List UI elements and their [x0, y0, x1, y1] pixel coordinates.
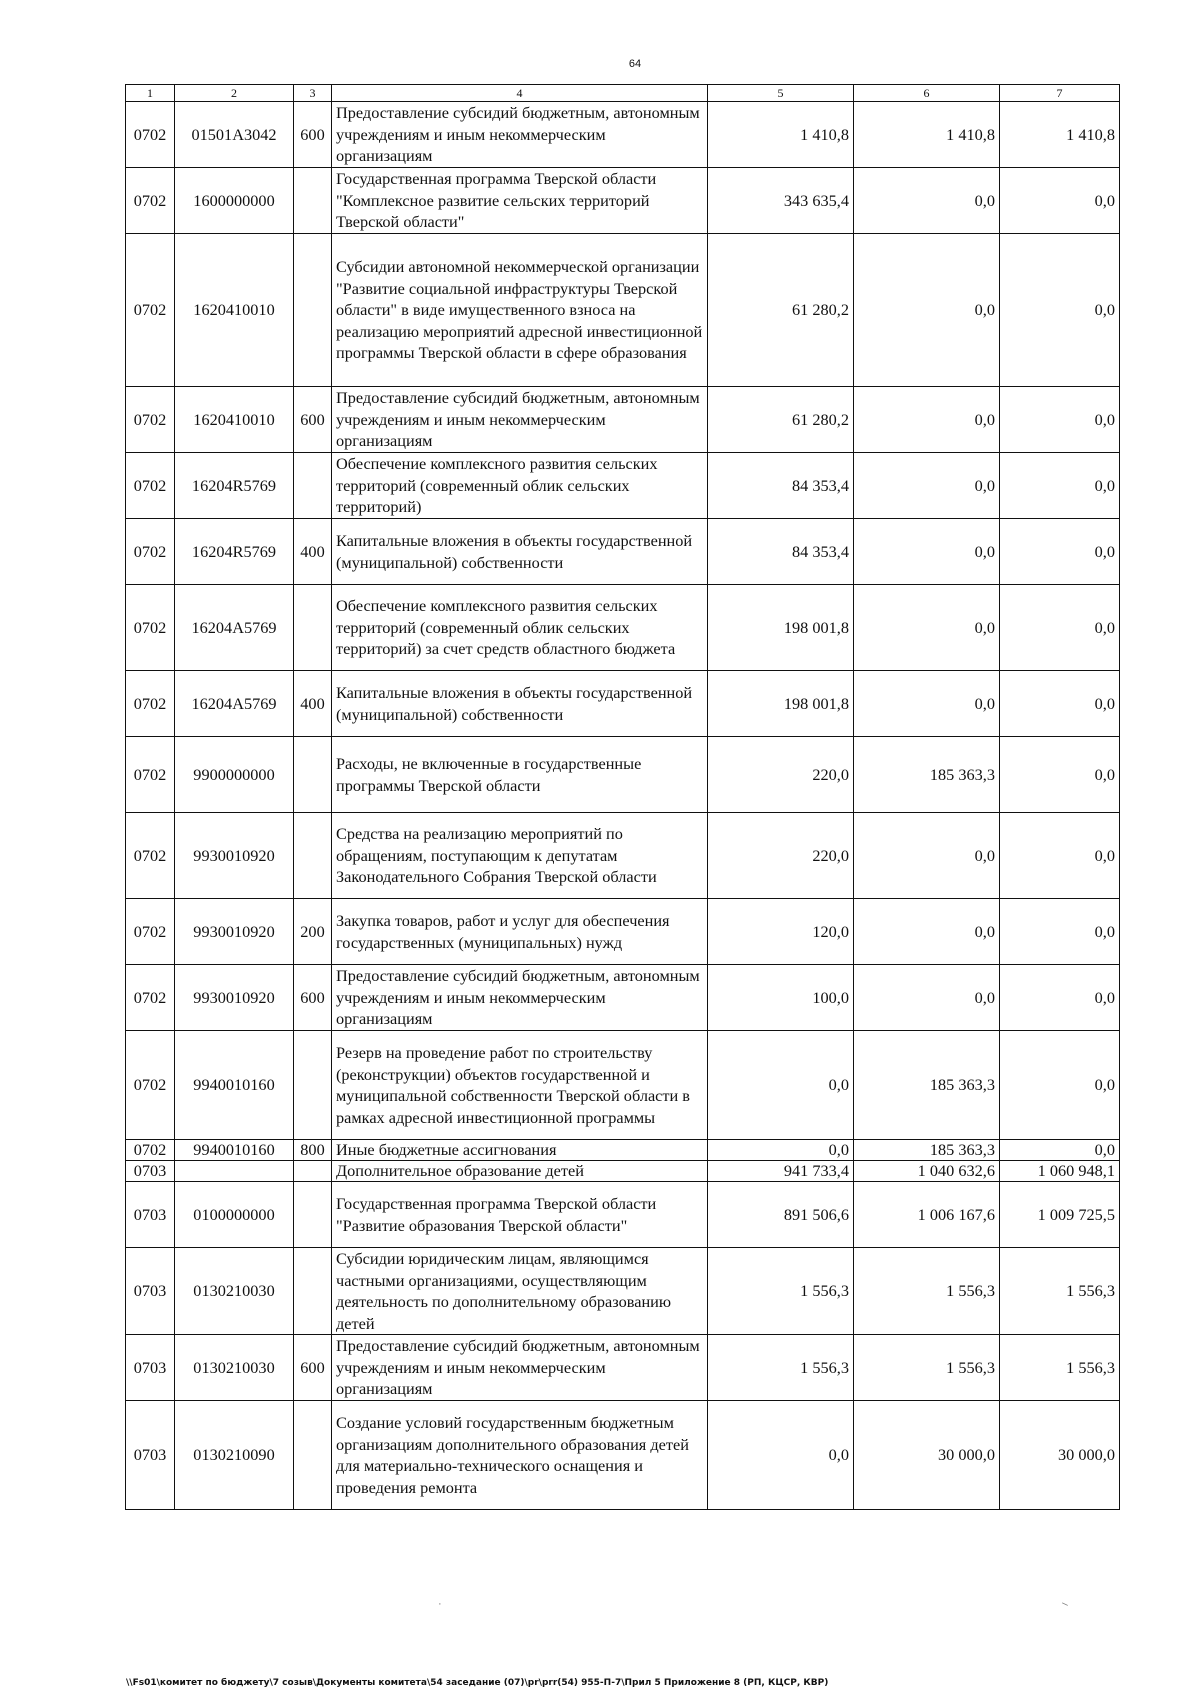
item-name-cell: Предоставление субсидий бюджетным, автономным учреждениям и иным некоммерческим организациям [332, 1335, 708, 1401]
expense-type-cell: 200 [294, 899, 332, 965]
item-name-cell: Предоставление субсидий бюджетным, автономным учреждениям и иным некоммерческим организациям [332, 102, 708, 168]
amount-year2-cell: 1 556,3 [854, 1248, 1000, 1335]
amount-year1-cell: 0,0 [708, 1140, 854, 1161]
amount-year2-cell: 185 363,3 [854, 1031, 1000, 1140]
expense-type-cell [294, 1161, 332, 1182]
section-code-cell: 0702 [126, 899, 175, 965]
table-row [126, 1248, 1120, 1335]
amount-year2-cell: 185 363,3 [854, 1140, 1000, 1161]
section-code-cell: 0702 [126, 671, 175, 737]
amount-year2-cell: 1 556,3 [854, 1335, 1000, 1401]
target-article-cell: 9930010920 [175, 899, 294, 965]
amount-year3-cell: 0,0 [1000, 387, 1120, 453]
expense-type-cell [294, 1031, 332, 1140]
item-name-cell: Создание условий государственным бюджетным организациям дополнительного образования детей для материально-технического оснащения и проведения ремонта [332, 1401, 708, 1510]
target-article-cell: 0130210030 [175, 1335, 294, 1401]
amount-year1-cell: 1 556,3 [708, 1248, 854, 1335]
amount-year3-cell: 0,0 [1000, 965, 1120, 1031]
amount-year2-cell: 0,0 [854, 585, 1000, 671]
amount-year1-cell: 0,0 [708, 1401, 854, 1510]
target-article-cell: 0100000000 [175, 1182, 294, 1248]
section-code-cell: 0702 [126, 102, 175, 168]
expense-type-cell [294, 585, 332, 671]
footer-file-path: \\Fs01\комитет по бюджету\7 созыв\Документы комитета\54 заседание (07)\pr\prr(54) 955-П-7\Прил 5 Приложение 8 (РП, КЦСР, КВР) [126, 1678, 829, 1688]
target-article-cell: 01501А3042 [175, 102, 294, 168]
section-code-cell: 0702 [126, 1140, 175, 1161]
section-code-cell: 0702 [126, 965, 175, 1031]
amount-year3-cell: 0,0 [1000, 899, 1120, 965]
amount-year1-cell: 891 506,6 [708, 1182, 854, 1248]
column-header: 3 [294, 85, 332, 102]
amount-year1-cell: 198 001,8 [708, 671, 854, 737]
item-name-cell: Предоставление субсидий бюджетным, автономным учреждениям и иным некоммерческим организациям [332, 965, 708, 1031]
expense-type-cell [294, 737, 332, 813]
amount-year3-cell: 1 009 725,5 [1000, 1182, 1120, 1248]
item-name-cell: Субсидии юридическим лицам, являющимся частными организациями, осуществляющим деятельность по дополнительному образованию детей [332, 1248, 708, 1335]
column-header: 2 [175, 85, 294, 102]
amount-year3-cell: 0,0 [1000, 1031, 1120, 1140]
item-name-cell: Закупка товаров, работ и услуг для обеспечения государственных (муниципальных) нужд [332, 899, 708, 965]
target-article-cell: 9900000000 [175, 737, 294, 813]
table-row [126, 387, 1120, 453]
expense-type-cell [294, 813, 332, 899]
table-row [126, 899, 1120, 965]
amount-year2-cell: 0,0 [854, 965, 1000, 1031]
amount-year1-cell: 61 280,2 [708, 387, 854, 453]
target-article-cell: 0130210030 [175, 1248, 294, 1335]
target-article-cell: 1600000000 [175, 168, 294, 234]
table-row [126, 965, 1120, 1031]
expense-type-cell [294, 168, 332, 234]
amount-year3-cell: 0,0 [1000, 234, 1120, 387]
amount-year2-cell: 0,0 [854, 899, 1000, 965]
amount-year2-cell: 0,0 [854, 453, 1000, 519]
column-header: 7 [1000, 85, 1120, 102]
target-article-cell: 16204А5769 [175, 585, 294, 671]
table-row [126, 813, 1120, 899]
table-row [126, 737, 1120, 813]
scan-mark: · [438, 1598, 442, 1610]
amount-year1-cell: 343 635,4 [708, 168, 854, 234]
page-number: 64 [628, 58, 642, 70]
item-name-cell: Иные бюджетные ассигнования [332, 1140, 708, 1161]
table-row [126, 1161, 1120, 1182]
expense-type-cell [294, 1248, 332, 1335]
expense-type-cell: 600 [294, 1335, 332, 1401]
amount-year2-cell: 0,0 [854, 234, 1000, 387]
amount-year3-cell: 0,0 [1000, 813, 1120, 899]
amount-year1-cell: 61 280,2 [708, 234, 854, 387]
table-row [126, 453, 1120, 519]
amount-year1-cell: 100,0 [708, 965, 854, 1031]
target-article-cell: 16204А5769 [175, 671, 294, 737]
expense-type-cell: 600 [294, 965, 332, 1031]
amount-year2-cell: 1 040 632,6 [854, 1161, 1000, 1182]
expense-type-cell: 600 [294, 102, 332, 168]
amount-year1-cell: 941 733,4 [708, 1161, 854, 1182]
column-number-row [126, 85, 1120, 102]
amount-year2-cell: 185 363,3 [854, 737, 1000, 813]
table-row [126, 1401, 1120, 1510]
amount-year1-cell: 120,0 [708, 899, 854, 965]
table-row [126, 671, 1120, 737]
section-code-cell: 0702 [126, 813, 175, 899]
target-article-cell: 9930010920 [175, 813, 294, 899]
table-row [126, 168, 1120, 234]
amount-year3-cell: 1 556,3 [1000, 1248, 1120, 1335]
section-code-cell: 0702 [126, 387, 175, 453]
section-code-cell: 0703 [126, 1161, 175, 1182]
column-header: 6 [854, 85, 1000, 102]
item-name-cell: Государственная программа Тверской области "Развитие образования Тверской области" [332, 1182, 708, 1248]
expense-type-cell [294, 453, 332, 519]
item-name-cell: Резерв на проведение работ по строительству (реконструкции) объектов государственной и муниципальной собственности Тверской области в рамках адресной инвестиционной программы [332, 1031, 708, 1140]
table-row [126, 585, 1120, 671]
expense-type-cell [294, 234, 332, 387]
item-name-cell: Расходы, не включенные в государственные программы Тверской области [332, 737, 708, 813]
amount-year1-cell: 198 001,8 [708, 585, 854, 671]
target-article-cell: 1620410010 [175, 234, 294, 387]
column-header: 1 [126, 85, 175, 102]
section-code-cell: 0702 [126, 168, 175, 234]
column-header: 4 [332, 85, 708, 102]
table-row [126, 102, 1120, 168]
expense-type-cell [294, 1401, 332, 1510]
amount-year3-cell: 30 000,0 [1000, 1401, 1120, 1510]
target-article-cell: 16204R5769 [175, 453, 294, 519]
section-code-cell: 0703 [126, 1401, 175, 1510]
amount-year1-cell: 220,0 [708, 737, 854, 813]
item-name-cell: Дополнительное образование детей [332, 1161, 708, 1182]
item-name-cell: Капитальные вложения в объекты государственной (муниципальной) собственности [332, 519, 708, 585]
amount-year2-cell: 0,0 [854, 168, 1000, 234]
section-code-cell: 0703 [126, 1335, 175, 1401]
amount-year3-cell: 0,0 [1000, 1140, 1120, 1161]
amount-year3-cell: 0,0 [1000, 519, 1120, 585]
section-code-cell: 0702 [126, 585, 175, 671]
amount-year3-cell: 0,0 [1000, 585, 1120, 671]
item-name-cell: Предоставление субсидий бюджетным, автономным учреждениям и иным некоммерческим организациям [332, 387, 708, 453]
item-name-cell: Обеспечение комплексного развития сельских территорий (современный облик сельских территорий) за счет средств областного бюджета [332, 585, 708, 671]
amount-year1-cell: 0,0 [708, 1031, 854, 1140]
amount-year3-cell: 0,0 [1000, 737, 1120, 813]
table-row [126, 1335, 1120, 1401]
target-article-cell: 9930010920 [175, 965, 294, 1031]
amount-year2-cell: 1 006 167,6 [854, 1182, 1000, 1248]
budget-table [125, 84, 1120, 1510]
scan-mark: – [1059, 1597, 1071, 1611]
item-name-cell: Средства на реализацию мероприятий по обращениям, поступающим к депутатам Законодательного Собрания Тверской области [332, 813, 708, 899]
section-code-cell: 0702 [126, 519, 175, 585]
amount-year2-cell: 0,0 [854, 519, 1000, 585]
expense-type-cell: 600 [294, 387, 332, 453]
target-article-cell [175, 1161, 294, 1182]
target-article-cell: 1620410010 [175, 387, 294, 453]
amount-year2-cell: 1 410,8 [854, 102, 1000, 168]
section-code-cell: 0702 [126, 1031, 175, 1140]
amount-year3-cell: 0,0 [1000, 168, 1120, 234]
section-code-cell: 0702 [126, 234, 175, 387]
amount-year1-cell: 84 353,4 [708, 519, 854, 585]
amount-year2-cell: 0,0 [854, 671, 1000, 737]
table-row [126, 234, 1120, 387]
amount-year3-cell: 1 556,3 [1000, 1335, 1120, 1401]
amount-year2-cell: 30 000,0 [854, 1401, 1000, 1510]
table-row [126, 1140, 1120, 1161]
section-code-cell: 0702 [126, 737, 175, 813]
section-code-cell: 0702 [126, 453, 175, 519]
section-code-cell: 0703 [126, 1248, 175, 1335]
amount-year3-cell: 1 060 948,1 [1000, 1161, 1120, 1182]
item-name-cell: Обеспечение комплексного развития сельских территорий (современный облик сельских территорий) [332, 453, 708, 519]
table-row [126, 1031, 1120, 1140]
table-row [126, 1182, 1120, 1248]
amount-year2-cell: 0,0 [854, 813, 1000, 899]
item-name-cell: Субсидии автономной некоммерческой организации "Развитие социальной инфраструктуры Тверской области" в виде имущественного взноса на реализацию мероприятий адресной инвестиционной программы Тверской области в сфере образования [332, 234, 708, 387]
amount-year3-cell: 0,0 [1000, 671, 1120, 737]
expense-type-cell: 800 [294, 1140, 332, 1161]
expense-type-cell: 400 [294, 671, 332, 737]
expense-type-cell: 400 [294, 519, 332, 585]
target-article-cell: 9940010160 [175, 1031, 294, 1140]
target-article-cell: 0130210090 [175, 1401, 294, 1510]
amount-year1-cell: 1 410,8 [708, 102, 854, 168]
target-article-cell: 16204R5769 [175, 519, 294, 585]
table-row [126, 519, 1120, 585]
column-header: 5 [708, 85, 854, 102]
item-name-cell: Капитальные вложения в объекты государственной (муниципальной) собственности [332, 671, 708, 737]
amount-year1-cell: 220,0 [708, 813, 854, 899]
amount-year3-cell: 0,0 [1000, 453, 1120, 519]
target-article-cell: 9940010160 [175, 1140, 294, 1161]
amount-year1-cell: 1 556,3 [708, 1335, 854, 1401]
amount-year1-cell: 84 353,4 [708, 453, 854, 519]
expense-type-cell [294, 1182, 332, 1248]
section-code-cell: 0703 [126, 1182, 175, 1248]
amount-year3-cell: 1 410,8 [1000, 102, 1120, 168]
amount-year2-cell: 0,0 [854, 387, 1000, 453]
item-name-cell: Государственная программа Тверской области "Комплексное развитие сельских территорий Тверской области" [332, 168, 708, 234]
